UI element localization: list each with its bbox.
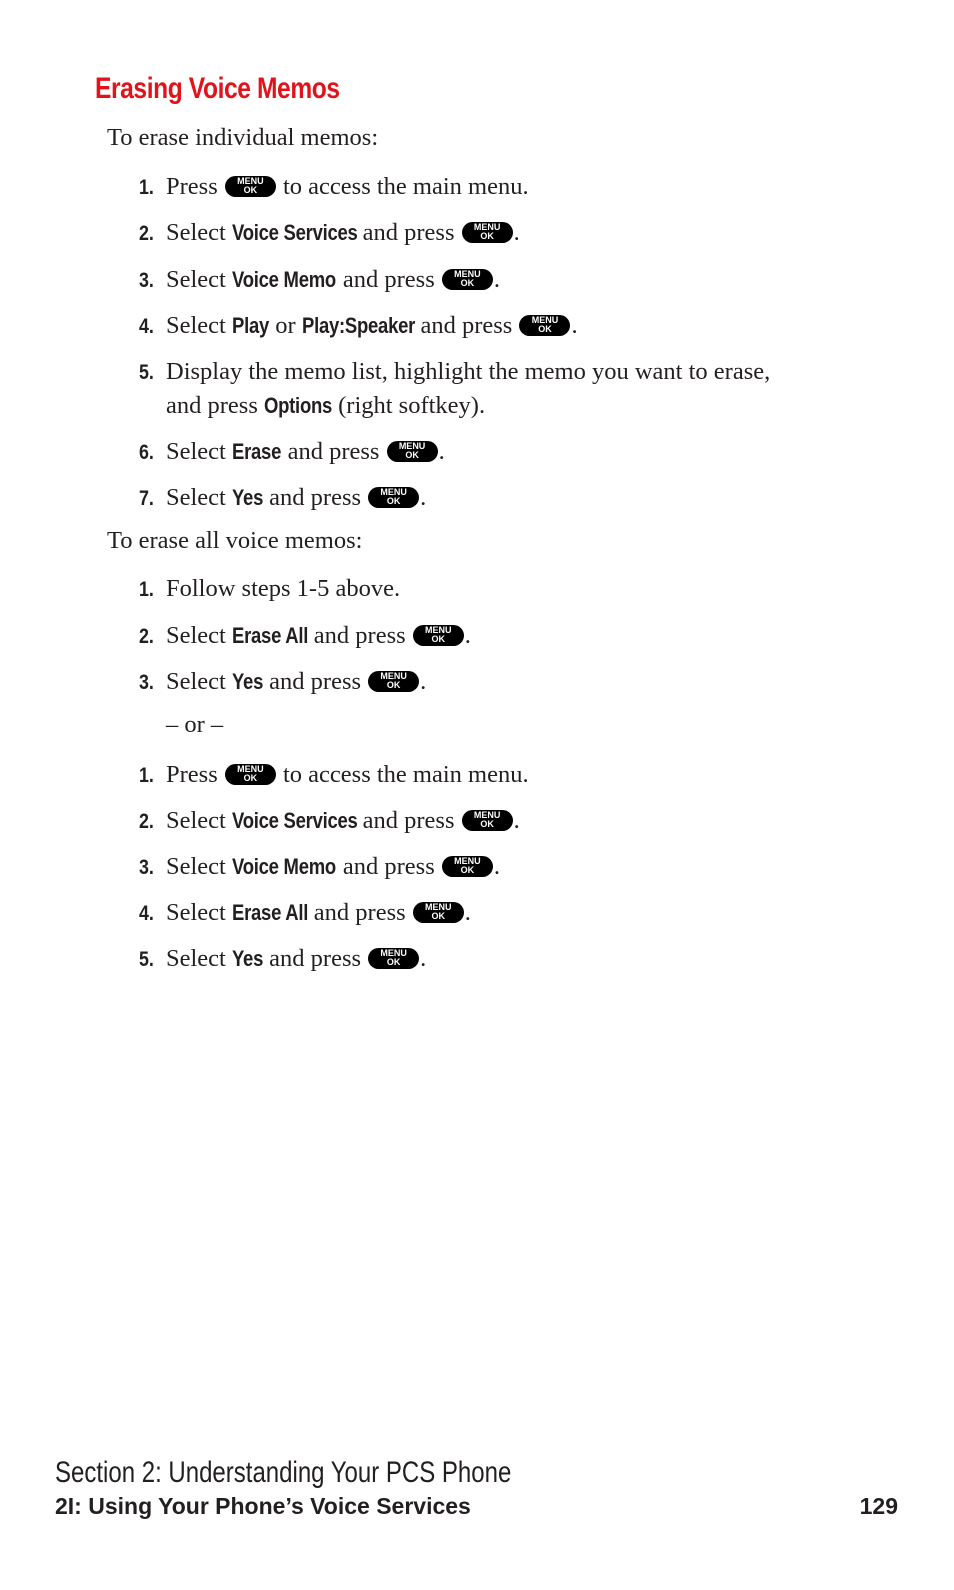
step-text: Select: [166, 312, 226, 339]
menu-option-voice-memo: Voice Memo: [232, 854, 336, 879]
step-number: 1.: [139, 578, 154, 601]
step-text: Select: [166, 853, 226, 880]
step-3: 3. Select Voice Memo and press MENU OK .: [139, 850, 500, 885]
menu-ok-key-icon: MENU OK: [413, 902, 464, 923]
menu-option-voice-memo: Voice Memo: [232, 267, 336, 292]
menu-ok-key-icon: MENU OK: [225, 764, 276, 785]
step-number: 3.: [139, 856, 154, 879]
page-number: 129: [859, 1493, 898, 1519]
step-1: [139, 758, 529, 793]
step-6: 6. Select Erase and press MENU OK .: [139, 435, 445, 470]
section-title: Erasing Voice Memos: [95, 72, 340, 105]
step-text: and press: [362, 807, 455, 834]
intro-individual: To erase individual memos:: [107, 124, 379, 151]
step-text: and press: [269, 484, 362, 511]
menu-option-voice-services: Voice Services: [232, 808, 358, 833]
menu-ok-key-icon: MENU OK: [462, 810, 513, 831]
step-text: Select: [166, 484, 226, 511]
menu-option-erase-all: Erase All: [232, 623, 309, 648]
intro-all: To erase all voice memos:: [107, 527, 363, 554]
menu-option-erase: Erase: [232, 439, 282, 464]
step-text: Press: [166, 173, 218, 200]
step-number: 2.: [139, 625, 154, 648]
step-text: Select: [166, 807, 226, 834]
menu-ok-key-icon: MENU OK: [462, 222, 513, 243]
step-text: Select: [166, 438, 226, 465]
step-text: Follow steps 1-5 above.: [166, 575, 401, 602]
step-text: and press: [269, 668, 362, 695]
step-text: Press: [166, 761, 218, 788]
step-text: Select: [166, 899, 226, 926]
step-text: and press: [342, 266, 435, 293]
menu-option-play-speaker: Play:Speaker: [301, 313, 415, 338]
step-7: 7. Select Yes and press MENU OK .: [139, 481, 426, 516]
step-text: Select: [166, 668, 226, 695]
menu-ok-key-icon: MENU OK: [442, 856, 493, 877]
step-number: 3.: [139, 269, 154, 292]
step-4: 4. Select Play or Play:Speaker and press MENU OK .: [139, 309, 578, 344]
step-text: Select: [166, 266, 226, 293]
step-3: 3. Select Yes and press MENU OK .: [139, 665, 426, 700]
step-text: Select: [166, 945, 226, 972]
step-number: 6.: [139, 441, 154, 464]
step-text: and press: [342, 853, 435, 880]
step-5: 5. Select Yes and press MENU OK .: [139, 942, 426, 977]
step-number: 2.: [139, 810, 154, 833]
menu-ok-key-icon: MENU OK: [413, 625, 464, 646]
menu-option-yes: Yes: [232, 485, 264, 510]
step-number: 4.: [139, 902, 154, 925]
menu-option-yes: Yes: [232, 946, 264, 971]
menu-option-yes: Yes: [232, 669, 264, 694]
footer-section-title: Section 2: Understanding Your PCS Phone: [55, 1456, 512, 1489]
step-text: to access the main menu.: [282, 173, 529, 200]
menu-ok-key-icon: MENU OK: [368, 948, 419, 969]
step-number: 5.: [139, 361, 154, 384]
step-text: to access the main menu.: [282, 761, 529, 788]
step-1: [139, 572, 400, 607]
step-number: 1.: [139, 176, 154, 199]
step-2: 2. Select Erase All and press MENU OK .: [139, 619, 471, 654]
step-5: [139, 355, 771, 419]
step-text: and press: [269, 945, 362, 972]
step-text: Select: [166, 219, 226, 246]
step-1: [139, 170, 529, 205]
menu-ok-key-icon: MENU OK: [519, 315, 570, 336]
step-text: and press: [166, 392, 258, 419]
step-text: or: [275, 312, 296, 339]
menu-option-voice-services: Voice Services: [232, 220, 358, 245]
step-3: 3. Select Voice Memo and press MENU OK .: [139, 263, 500, 298]
menu-option-erase-all: Erase All: [232, 900, 309, 925]
step-2: 2. Select Voice Services and press MENU OK .: [139, 216, 520, 251]
menu-ok-key-icon: MENU OK: [368, 671, 419, 692]
step-number: 5.: [139, 948, 154, 971]
step-number: 1.: [139, 764, 154, 787]
step-number: 2.: [139, 222, 154, 245]
or-separator: – or –: [166, 711, 224, 738]
step-text: Display the memo list, highlight the memo you want to erase,: [166, 358, 771, 385]
menu-option-play: Play: [232, 313, 270, 338]
step-text: and press: [287, 438, 380, 465]
menu-ok-key-icon: MENU OK: [225, 176, 276, 197]
step-text: and press: [362, 219, 455, 246]
step-text: and press: [420, 312, 513, 339]
step-number: 7.: [139, 487, 154, 510]
menu-ok-key-icon: MENU OK: [368, 487, 419, 508]
step-4: 4. Select Erase All and press MENU OK .: [139, 896, 471, 931]
step-number: 4.: [139, 315, 154, 338]
step-text: and press: [313, 622, 406, 649]
footer-chapter-title: 2I: Using Your Phone’s Voice Services: [55, 1493, 471, 1519]
step-text: and press: [313, 899, 406, 926]
menu-ok-key-icon: MENU OK: [442, 269, 493, 290]
step-text: (right softkey).: [338, 392, 486, 419]
softkey-options: Options: [263, 393, 333, 418]
menu-ok-key-icon: MENU OK: [387, 441, 438, 462]
step-number: 3.: [139, 671, 154, 694]
step-2: 2. Select Voice Services and press MENU OK .: [139, 804, 520, 839]
step-text: Select: [166, 622, 226, 649]
